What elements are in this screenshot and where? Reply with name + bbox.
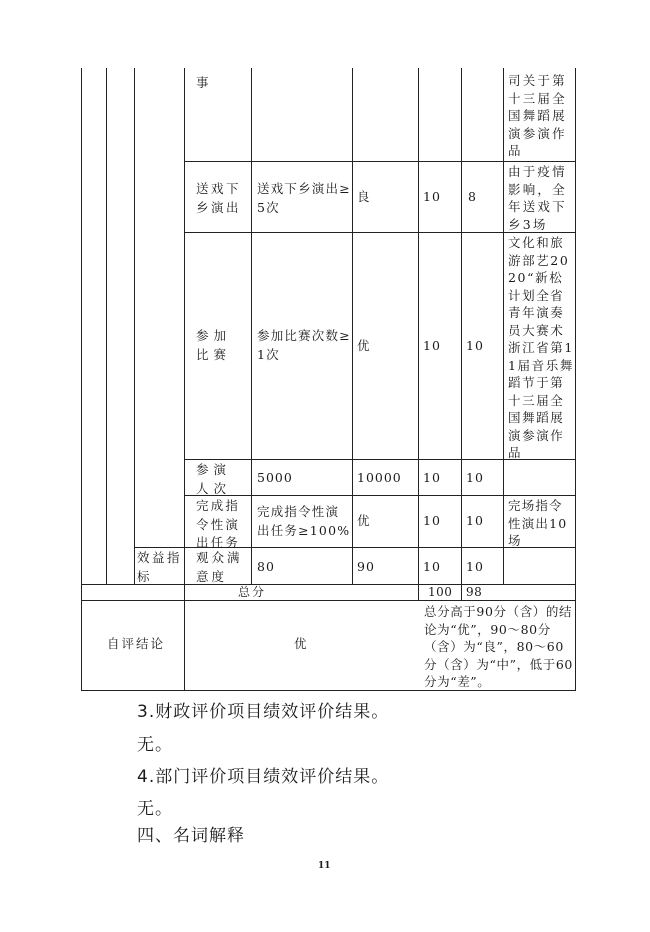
text-none: 无。: [137, 735, 173, 755]
total-weight: 100: [428, 585, 453, 599]
table-line: [461, 68, 462, 601]
score-cell: 10: [466, 338, 484, 353]
weight-cell: 10: [423, 338, 441, 353]
target-cell: 良: [357, 189, 373, 204]
table-line: [352, 68, 353, 585]
text-none: 无。: [137, 799, 173, 819]
sub-indicator-cell: 完成指令性演出任务: [196, 498, 241, 550]
conclusion-value: 优: [294, 636, 310, 651]
page-number: 11: [318, 861, 331, 871]
note-cell: 由于疫情影响，全年送戏下乡3场: [508, 164, 567, 232]
total-label: 总分: [238, 585, 267, 599]
standard-cell: 送戏下乡演出≥5次: [257, 181, 351, 215]
heading-glossary: 四、名词解释: [137, 826, 245, 846]
score-cell: 8: [468, 189, 479, 204]
score-cell: 10: [466, 513, 484, 528]
sub-indicator-cell: 参加比赛: [196, 328, 232, 362]
table-line: [184, 68, 185, 691]
score-cell: 10: [466, 559, 484, 574]
target-cell: 优: [357, 513, 373, 528]
standard-cell: 5000: [257, 470, 293, 485]
target-cell: 10000: [357, 470, 402, 485]
conclusion-label: 自评结论: [107, 636, 166, 651]
note-cell: 文化和旅游部艺2020“新松计划全省青年演奏员大赛术浙江省第11届音乐舞蹈节于第十三届全国舞蹈展演参演作品: [508, 235, 574, 460]
category-cell: 效益指标: [137, 550, 183, 584]
weight-cell: 10: [423, 189, 441, 204]
note-cell: 完场指令性演出10场: [508, 498, 568, 548]
sub-indicator-cell: 送戏下乡演出: [196, 181, 242, 215]
heading-finance-evaluation: 3.财政评价项目绩效评价结果。: [137, 702, 390, 722]
table-line: [82, 600, 576, 601]
target-cell: 90: [357, 559, 375, 574]
target-cell: 优: [357, 338, 373, 353]
table-line: [575, 68, 576, 691]
weight-cell: 10: [423, 559, 441, 574]
sub-indicator-cell: 事: [196, 75, 212, 90]
table-line: [134, 68, 135, 585]
table-line: [503, 68, 504, 585]
table-line: [106, 68, 107, 585]
conclusion-note: 总分高于90分（含）的结论为“优”，90～80分（含）为“良”，80～60分（含）为“中”，低于60分为“差”。: [424, 604, 573, 689]
sub-indicator-cell: 观众满意度: [196, 550, 243, 584]
table-line: [81, 68, 82, 691]
score-cell: 10: [466, 470, 484, 485]
table-line: [418, 68, 419, 601]
weight-cell: 10: [423, 513, 441, 528]
standard-cell: 80: [257, 559, 275, 574]
standard-cell: 参加比赛次数≥1次: [257, 328, 351, 362]
total-score: 98: [466, 585, 483, 599]
heading-department-evaluation: 4.部门评价项目绩效评价结果。: [137, 767, 390, 787]
table-line: [251, 68, 252, 585]
weight-cell: 10: [423, 470, 441, 485]
standard-cell: 完成指令性演出任务≥100%: [257, 504, 351, 538]
note-cell: 司关于第十三届全国舞蹈展演参演作品: [508, 73, 567, 158]
sub-indicator-cell: 参演人次: [196, 462, 232, 496]
